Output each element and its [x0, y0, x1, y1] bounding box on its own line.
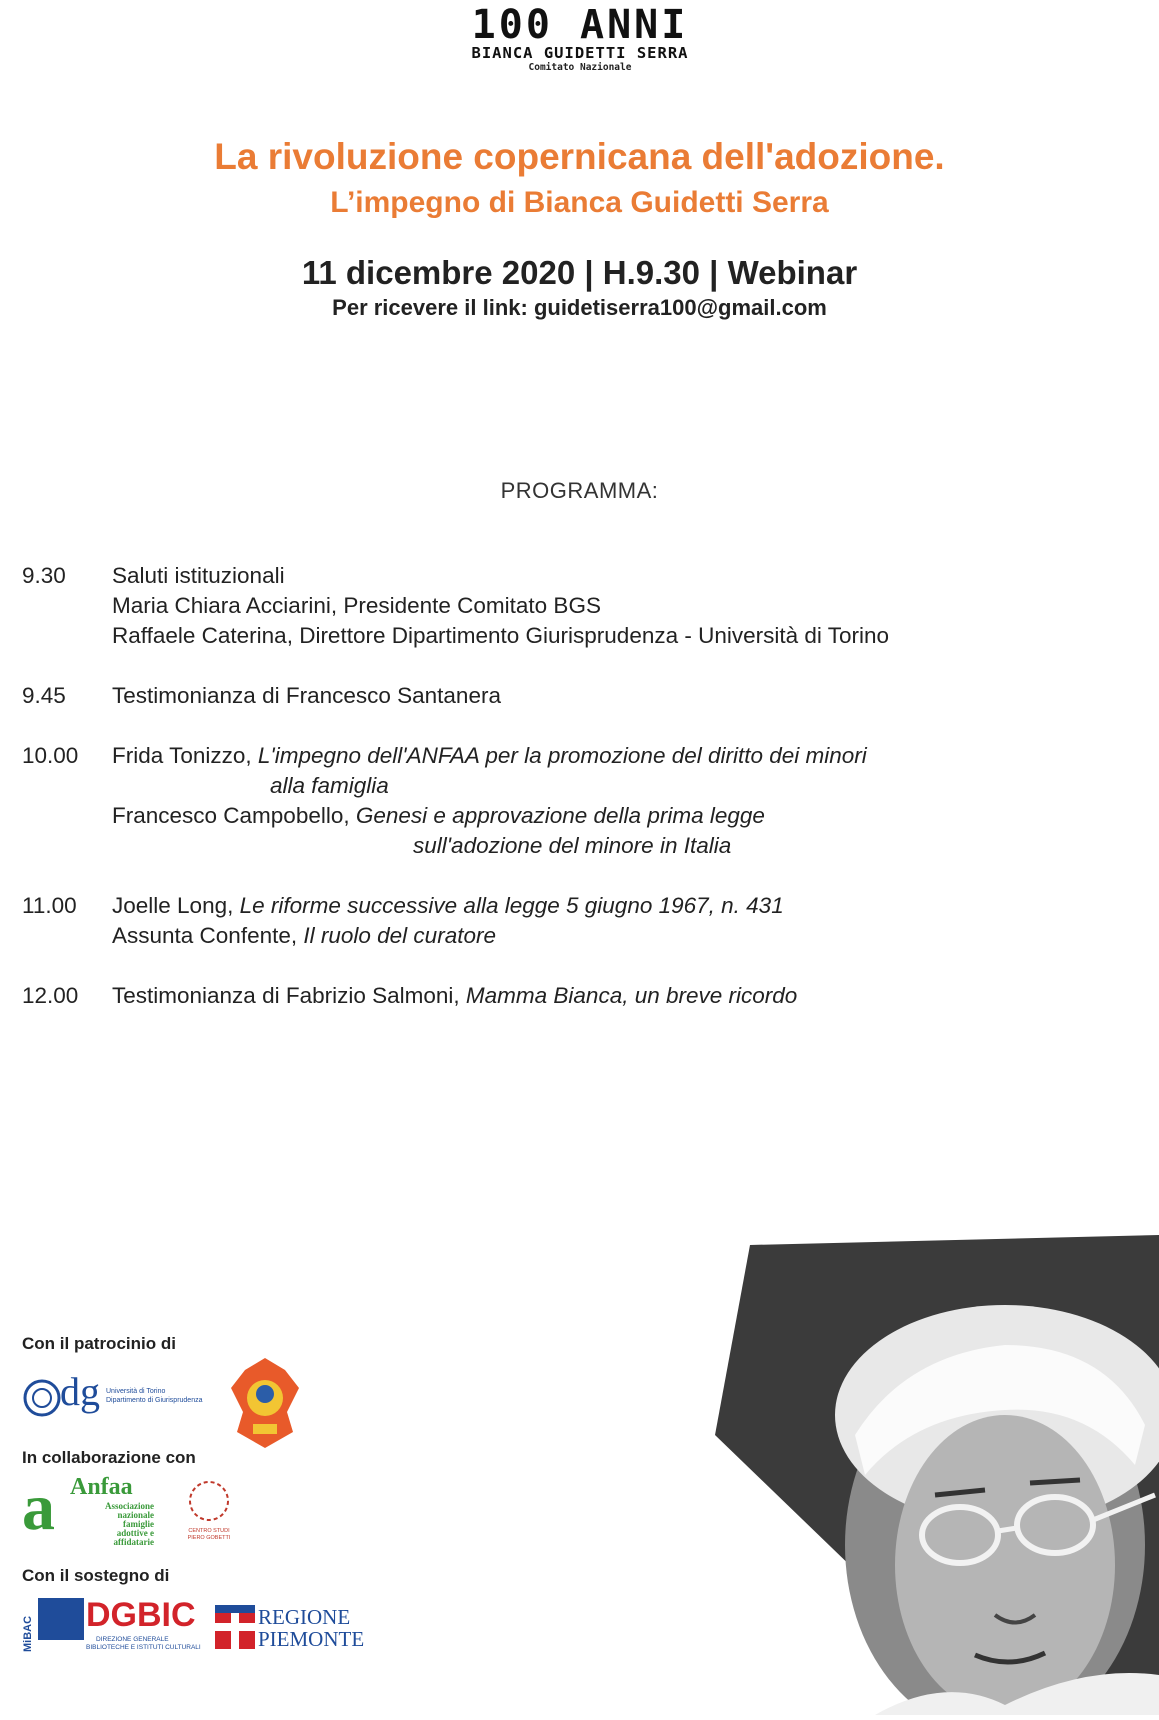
support-label: Con il sostegno di	[22, 1566, 170, 1585]
talk-title: sull'adozione del minore in Italia	[413, 833, 732, 858]
speaker-name: Francesco Campobello,	[112, 803, 356, 828]
talk-title: Mamma Bianca, un breve ricordo	[465, 983, 798, 1008]
session-time: 11.00	[22, 893, 77, 918]
patronage-label: Con il patrocinio di	[22, 1334, 176, 1353]
dgbic-emblem-icon	[38, 1598, 84, 1640]
session-line	[413, 831, 731, 861]
session-line	[112, 801, 765, 831]
talk-title: L'impegno dell'ANFAA per la promozione del diritto dei minori	[257, 743, 867, 768]
session-line	[112, 891, 784, 921]
session-line	[112, 921, 496, 951]
mibac-text: MiBAC	[22, 1615, 34, 1652]
event-date-line: 11 dicembre 2020 | H.9.30 | Webinar	[301, 254, 858, 291]
anfaa-logo	[22, 1471, 162, 1547]
talk-title: alla famiglia	[270, 773, 389, 798]
logo-100-anni: 100 ANNI	[471, 2, 689, 48]
session-time: 9.45	[22, 683, 66, 708]
gobetti-ring-icon	[186, 1478, 232, 1524]
gobetti-line1: CENTRO STUDI	[188, 1528, 230, 1534]
header-logo	[430, 2, 730, 74]
piemonte-shield-icon	[214, 1604, 256, 1650]
talk-title: Le riforme successive alla legge 5 giugno 1967, n. 431	[239, 893, 784, 918]
anfaa-sub-line: adottive e	[116, 1528, 154, 1538]
anfaa-name: Anfaa	[70, 1474, 133, 1500]
gobetti-logo	[176, 1478, 242, 1548]
title-line-2: L’impegno di Bianca Guidetti Serra	[330, 186, 829, 219]
speaker-name: Joelle Long,	[112, 893, 240, 918]
session-line	[112, 981, 797, 1011]
session-time: 12.00	[22, 983, 79, 1008]
session-time: 10.00	[22, 743, 79, 768]
dgbic-line2: BIBLIOTECHE E ISTITUTI CULTURALI	[86, 1644, 201, 1651]
talk-title: Il ruolo del curatore	[303, 923, 496, 948]
session-line	[112, 741, 867, 771]
portrait-image	[705, 1235, 1159, 1715]
regione-line2: PIEMONTE	[258, 1627, 365, 1651]
session-line: Saluti istituzionali	[112, 563, 285, 588]
unito-giurisprudenza-logo	[22, 1370, 212, 1424]
collaboration-label: In collaborazione con	[22, 1448, 196, 1467]
program-heading: PROGRAMMA:	[500, 478, 659, 503]
logo-subtitle: Comitato Nazionale	[528, 62, 632, 73]
regione-piemonte-logo	[214, 1604, 364, 1654]
anfaa-sub-line: Associazione	[105, 1501, 154, 1511]
mibac-vertical	[22, 1600, 36, 1652]
registration-link-line: Per ricevere il link: guidetiserra100@gmail.com	[332, 295, 827, 320]
anfaa-subtitle	[80, 1502, 154, 1547]
title-line-1: La rivoluzione copernicana dell'adozione.	[214, 136, 945, 177]
unito-line1: Università di Torino	[106, 1388, 166, 1395]
dgbic-mark: DGBIC	[86, 1596, 196, 1634]
gobetti-line2: PIERO GOBETTI	[187, 1535, 231, 1541]
session-line: Maria Chiara Acciarini, Presidente Comitato BGS	[112, 593, 601, 618]
anfaa-sub-line: nazionale	[117, 1510, 154, 1520]
unito-line2: Dipartimento di Giurisprudenza	[106, 1397, 203, 1404]
torino-bar-crest-icon	[225, 1352, 305, 1452]
speaker-name: Testimonianza di Fabrizio Salmoni,	[112, 983, 466, 1008]
speaker-name: Frida Tonizzo,	[112, 743, 258, 768]
session-line: Raffaele Caterina, Direttore Dipartimento Giurisprudenza - Università di Torino	[112, 623, 890, 648]
anfaa-sub-line: famiglie	[123, 1519, 154, 1529]
session-line: Testimonianza di Francesco Santanera	[112, 683, 501, 708]
portrait-panel	[705, 1235, 1159, 1715]
session-time: 9.30	[22, 563, 66, 588]
dgbic-line1: DIREZIONE GENERALE	[96, 1636, 169, 1643]
unito-dg-mark: dg	[60, 1369, 100, 1414]
anfaa-sub-line: affidatarie	[113, 1537, 154, 1547]
dgbic-logo	[22, 1596, 212, 1656]
anfaa-letter-mark: a	[22, 1471, 55, 1544]
speaker-name: Assunta Confente,	[112, 923, 304, 948]
regione-line1: REGIONE	[258, 1605, 351, 1629]
logo-name: BIANCA GUIDETTI SERRA	[471, 44, 689, 62]
session-line	[270, 771, 389, 801]
talk-title: Genesi e approvazione della prima legge	[355, 803, 765, 828]
unito-seal-icon	[22, 1378, 62, 1418]
